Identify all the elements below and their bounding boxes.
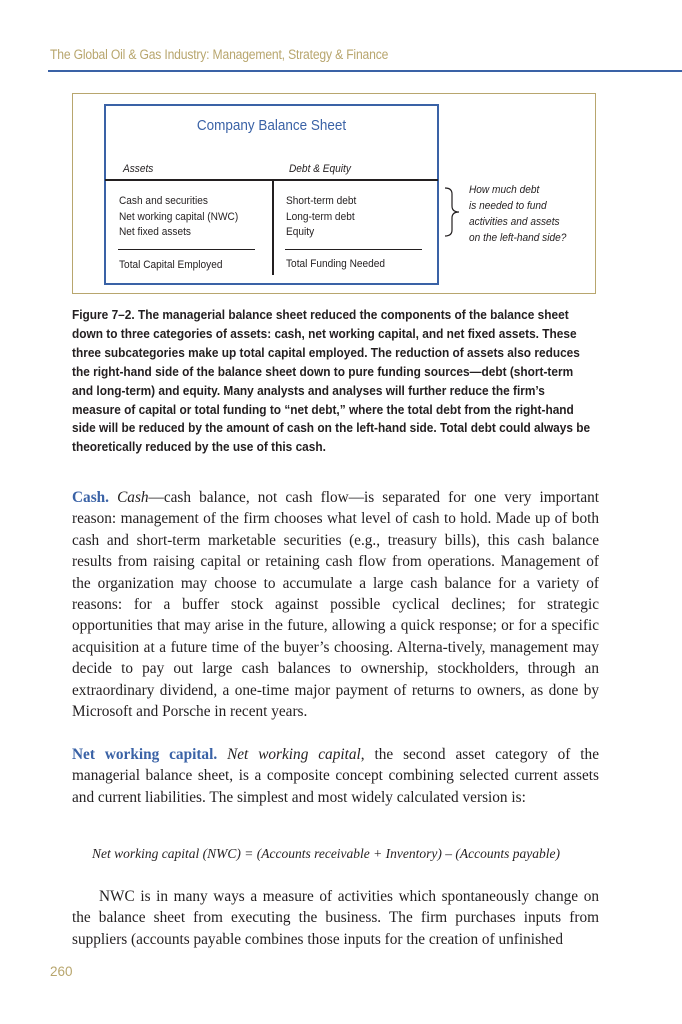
funding-total-label: Total Funding Needed — [286, 258, 386, 270]
header-rule — [48, 70, 682, 72]
nwc-paragraph — [72, 744, 599, 808]
nwc-equation: Net working capital (NWC) = (Accounts receivable + Inventory) – (Accounts payable) — [92, 846, 560, 861]
asset-item-fixed: Net fixed assets — [119, 226, 192, 238]
continuation-paragraph: NWC is in many ways a measure of activities which spontaneously change on the balance sheet from executing the business. The firm purchases inputs from suppliers (accounts payable combines those inputs for the creation of unfinished — [72, 888, 599, 948]
funding-item-long-term: Long-term debt — [286, 210, 355, 223]
page-number: 260 — [50, 964, 73, 979]
cash-text: —cash balance, not cash flow—is separated for one very important reason: management of the firm chooses what level of cash to hold. Made up of both cash and short-term marketable securities (e.g., treasury bills), this cash balance results from raising capital or retaining cash flow from operations. Management of the organization may choose to accumulate a large cash balance for a variety of reasons: for a buffer stock against possible cyclical declines; for strategic opportunities that may arise in the future, allowing a quick response; or for a specific acquisition at a future time of the buyer’s choosing. Alterna-tively, management may decide to pay out large cash balances to ownership, stockholders, through an extraordinary dividend, a one-time major payment of returns to owners, as done by Microsoft and Porsche in recent years. — [72, 489, 600, 721]
figure-annotation — [469, 182, 566, 246]
funding-item-short-term: Short-term debt — [286, 195, 357, 207]
assets-total-rule — [118, 249, 255, 250]
nwc-heading: Net working capital. — [72, 746, 218, 763]
assets-heading: Assets — [123, 163, 154, 175]
center-divider — [272, 181, 274, 275]
annotation-line: is needed to fund — [469, 200, 547, 212]
funding-list — [286, 194, 356, 241]
asset-item-nwc: Net working capital (NWC) — [119, 210, 239, 223]
figure-caption: Figure 7–2. The managerial balance sheet reduced the components of the balance sheet down to three categories of assets: cash, net working capital, and net fixed assets. These three subcategories make up total capital employed. The reduction of assets also reduces the right-hand side of the balance sheet down to pure funding sources—debt (short-term and long-term) and equity. Many analysts and analyses will further reduce the firm’s measure of capital or total funding to “net debt,” where the total debt from the right-hand side will be reduced by the amount of cash on the left-hand side. Total debt could always be theoretically reduced by the use of this cash. — [72, 307, 591, 455]
curly-brace-icon — [441, 186, 465, 238]
funding-item-equity: Equity — [286, 226, 315, 238]
cash-term: Cash — [117, 489, 149, 506]
annotation-line: on the left-hand side? — [469, 232, 567, 244]
funding-total-rule — [285, 249, 422, 250]
assets-list — [119, 194, 238, 241]
nwc-text: , the second asset category of the managerial balance sheet, is a composite concept combining selected current assets and current liabilities. The simplest and most widely calculated version is: — [72, 746, 599, 806]
annotation-line: activities and assets — [469, 216, 560, 228]
cash-paragraph — [72, 487, 599, 722]
asset-item-cash: Cash and securities — [119, 195, 208, 207]
cash-heading: Cash. — [72, 489, 109, 506]
annotation-line: How much debt — [469, 184, 540, 196]
running-header: The Global Oil & Gas Industry: Management, Strategy & Finance — [50, 47, 389, 62]
assets-total-label: Total Capital Employed — [119, 259, 223, 271]
debt-equity-heading: Debt & Equity — [289, 163, 351, 175]
nwc-term: Net working capital — [227, 746, 361, 763]
balance-sheet-title: Company Balance Sheet — [196, 117, 347, 134]
